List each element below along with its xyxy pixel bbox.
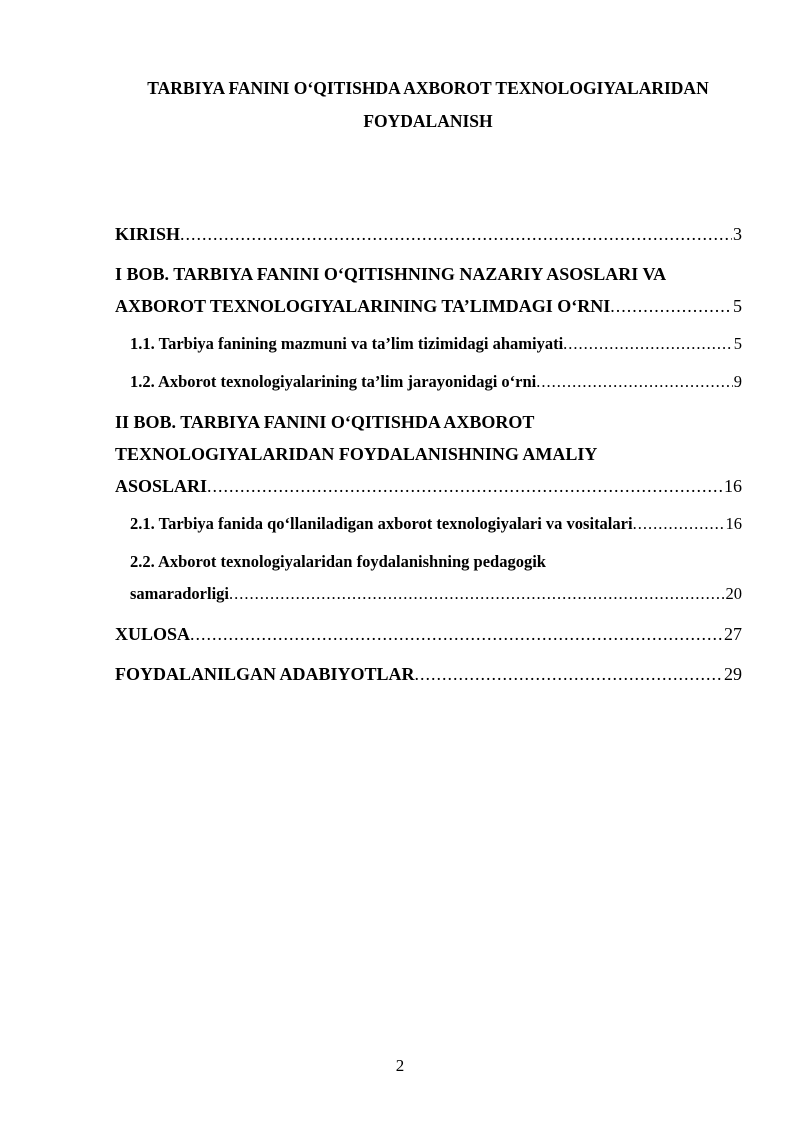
toc-leader-dots (610, 290, 732, 322)
toc-entry-kirish (115, 218, 742, 250)
toc-page-number: 20 (725, 584, 742, 603)
toc-entry-text: KIRISH (115, 224, 181, 244)
toc-entry-text: I BOB. TARBIYA FANINI O‘QITISHNING NAZARIY ASOSLARI VA (115, 264, 667, 284)
toc-page-number: 5 (733, 296, 742, 316)
toc-leader-dots (229, 578, 725, 610)
toc-entry-text: 1.1. Tarbiya fanining mazmuni va ta’lim tizimidagi ahamiyati (130, 334, 564, 353)
toc-entry-section-1-1 (115, 328, 742, 360)
title-line-1: TARBIYA FANINI O‘QITISHDA AXBOROT TEXNOLOGIYALARIDAN (147, 78, 709, 98)
toc-entry-text: XULOSA (115, 624, 191, 644)
toc-entry-text: FOYDALANILGAN ADABIYOTLAR (115, 664, 415, 684)
toc-entry-text: AXBOROT TEXNOLOGIYALARINING TA’LIMDAGI O‘RNI (115, 296, 611, 316)
toc-page-number: 27 (724, 624, 742, 644)
toc-entry-text: 2.2. Axborot texnologiyalaridan foydalanishning pedagogik (130, 552, 546, 571)
toc-entry-text: TEXNOLOGIYALARIDAN FOYDALANISHNING AMALIY (115, 444, 598, 464)
toc-entry-text: ASOSLARI (115, 476, 208, 496)
page-number: 2 (395, 1056, 405, 1075)
document-title (100, 72, 756, 138)
toc-entry-text: 1.2. Axborot texnologiyalarining ta’lim jarayonidagi o‘rni (130, 372, 537, 391)
toc-page-number: 3 (733, 224, 742, 244)
toc-entry-bob-2 (115, 406, 742, 502)
title-line-2: FOYDALANISH (363, 111, 493, 131)
toc-leader-dots (563, 328, 733, 360)
toc-leader-dots (207, 470, 723, 502)
toc-leader-dots (633, 508, 725, 540)
toc-entry-section-1-2 (115, 366, 742, 398)
toc-entry-section-2-2 (115, 546, 742, 610)
toc-leader-dots (180, 218, 732, 250)
toc-entry-text: samaradorligi (130, 584, 229, 603)
toc-page-number: 16 (725, 514, 742, 533)
toc-entry-section-2-1 (115, 508, 742, 540)
toc-page-number: 9 (733, 372, 742, 391)
toc-entry-text: II BOB. TARBIYA FANINI O‘QITISHDA AXBOROT (115, 412, 535, 432)
toc-entry-bob-1 (115, 258, 742, 322)
toc-entry-adabiyotlar (115, 658, 742, 690)
toc-page-number: 16 (724, 476, 742, 496)
toc-entry-text: 2.1. Tarbiya fanida qo‘llaniladigan axborot texnologiyalari va vositalari (130, 514, 633, 533)
toc-leader-dots (190, 618, 723, 650)
toc-leader-dots (415, 658, 723, 690)
toc-page-number: 29 (724, 664, 742, 684)
table-of-contents (115, 218, 742, 690)
toc-entry-xulosa (115, 618, 742, 650)
toc-leader-dots (536, 366, 733, 398)
toc-page-number: 5 (733, 334, 742, 353)
